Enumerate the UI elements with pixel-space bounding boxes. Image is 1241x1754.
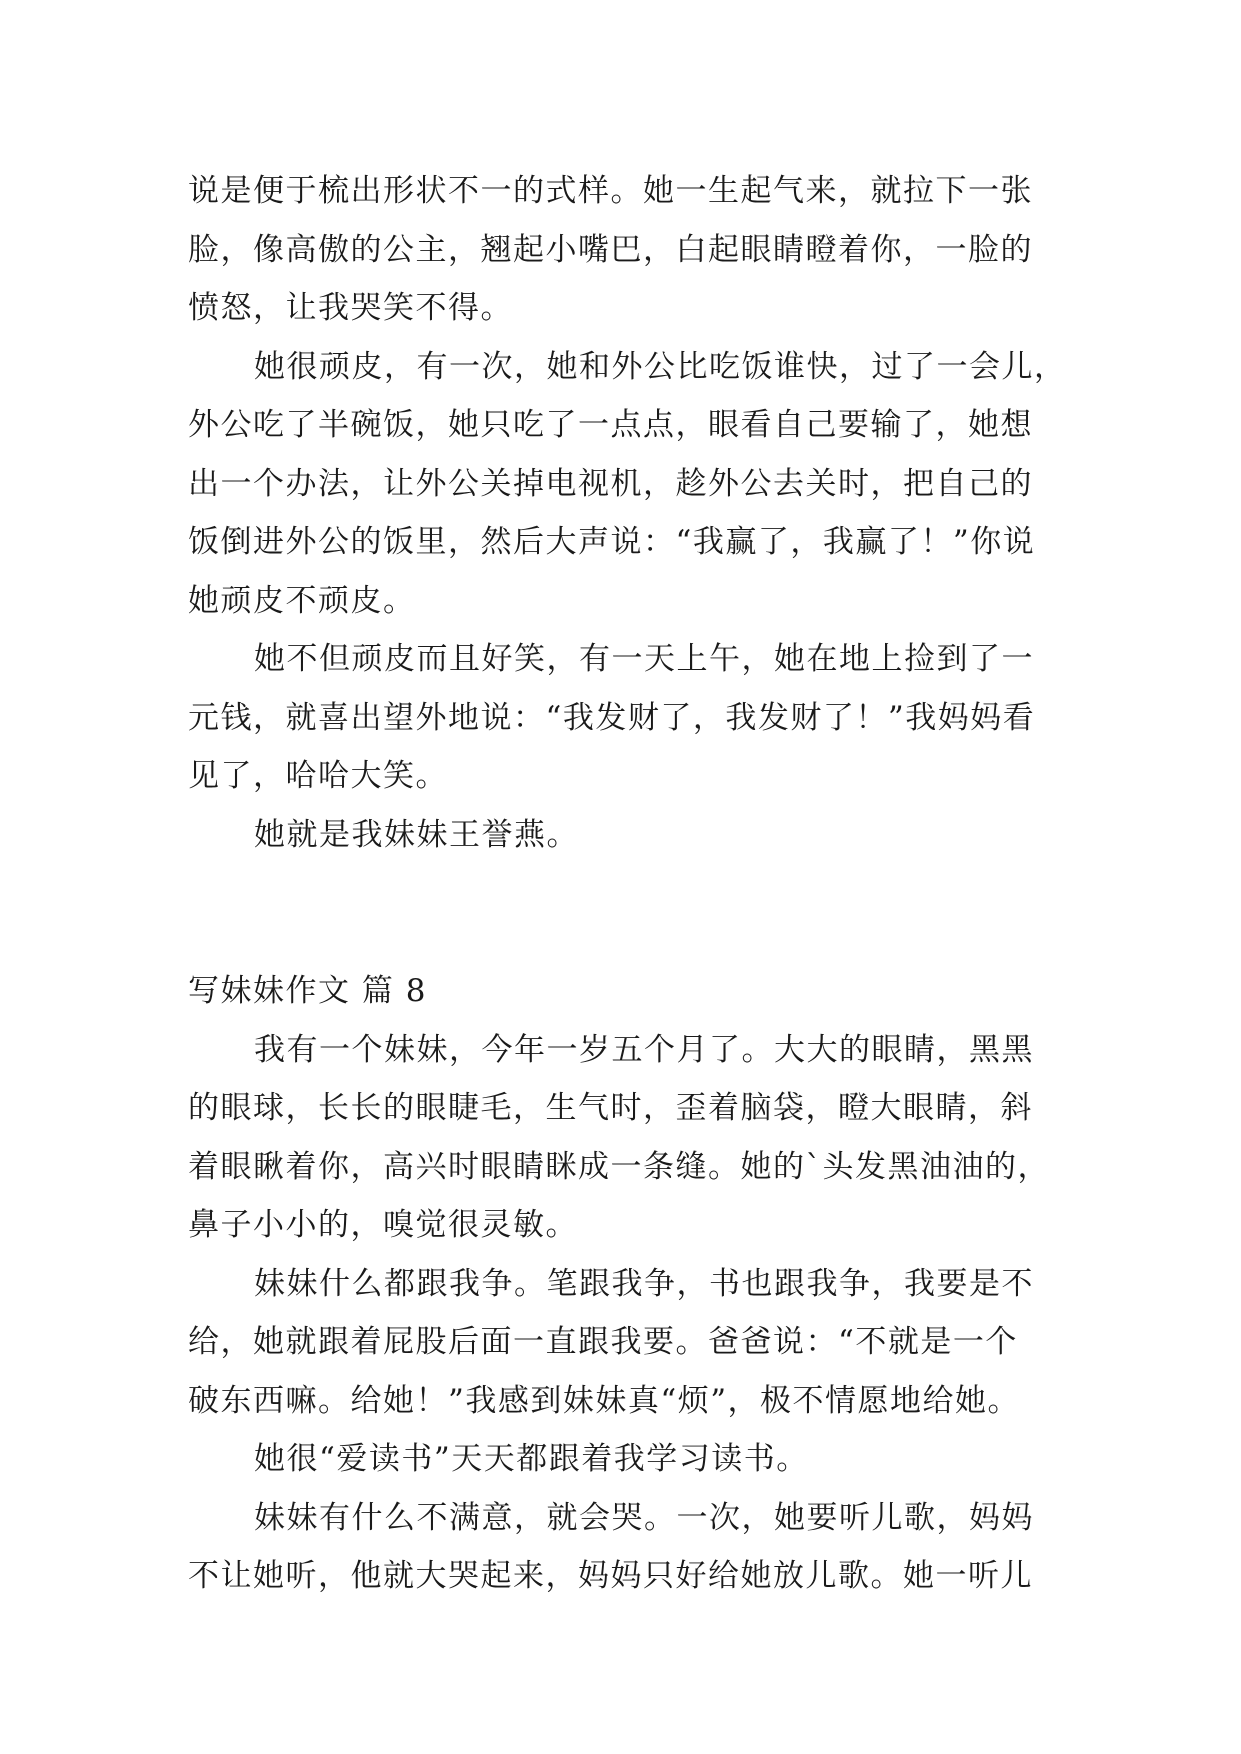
section-title: 写妹妹作文 篇 8: [188, 973, 427, 1009]
paragraph: [188, 630, 1058, 806]
text-line: 鼻子小小的，嗅觉很灵敏。: [188, 1207, 578, 1243]
text-line: 说是便于梳出形状不一的式样。她一生起气来，就拉下一张: [188, 173, 1033, 209]
text-line: 她不但顽皮而且好笑，有一天上午，她在地上捡到了一: [254, 641, 1034, 677]
text-line: 脸，像高傲的公主，翘起小嘴巴，白起眼睛瞪着你，一脸的: [188, 231, 1033, 268]
paragraph: [188, 1021, 1058, 1255]
text-line: 妹妹有什么不满意，就会哭。一次，她要听儿歌，妈妈: [254, 1499, 1034, 1536]
text-line: 不让她听，他就大哭起来，妈妈只好给她放儿歌。她一听儿: [188, 1558, 1033, 1594]
text-line: 她顽皮不顽皮。: [188, 582, 416, 619]
paragraph: [188, 1430, 1058, 1489]
text-line: 她很顽皮，有一次，她和外公比吃饭谁快，过了一会儿，: [254, 348, 1067, 385]
paragraph: [188, 338, 1067, 631]
paragraph: [188, 1489, 1058, 1606]
paragraph: [188, 806, 1058, 865]
text-line: 妹妹什么都跟我争。笔跟我争，书也跟我争，我要是不: [254, 1265, 1034, 1302]
text-line: 她很“爱读书”天天都跟着我学习读书。: [254, 1441, 809, 1477]
text-line: 给，她就跟着屁股后面一直跟我要。爸爸说：“不就是一个: [188, 1324, 1018, 1360]
text-line: 我有一个妹妹，今年一岁五个月了。大大的眼睛，黑黑: [254, 1031, 1034, 1068]
document-page: [188, 162, 1067, 1606]
text-line: 她就是我妹妹王誉燕。: [254, 816, 579, 853]
text-line: 见了，哈哈大笑。: [188, 758, 448, 794]
text-line: 饭倒进外公的饭里，然后大声说：“我赢了，我赢了！”你说: [188, 524, 1036, 560]
text-line: 的眼球，长长的眼睫毛，生气时，歪着脑袋，瞪大眼睛，斜: [188, 1090, 1033, 1126]
text-line: 外公吃了半碗饭，她只吃了一点点，眼看自己要输了，她想: [188, 407, 1033, 443]
text-line: 着眼瞅着你，高兴时眼睛眯成一条缝。她的`头发黑油油的，: [188, 1148, 1050, 1185]
text-line: 出一个办法，让外公关掉电视机，趁外公去关时，把自己的: [188, 465, 1033, 502]
text-line: 愤怒，让我哭笑不得。: [188, 290, 513, 326]
paragraph: [188, 162, 1058, 338]
text-line: 元钱，就喜出望外地说：“我发财了，我发财了！”我妈妈看: [188, 699, 1036, 736]
paragraph: [188, 1255, 1058, 1431]
section-gap: [188, 864, 1058, 962]
text-line: 破东西嘛。给她！”我感到妹妹真“烦”，极不情愿地给她。: [188, 1382, 1021, 1419]
